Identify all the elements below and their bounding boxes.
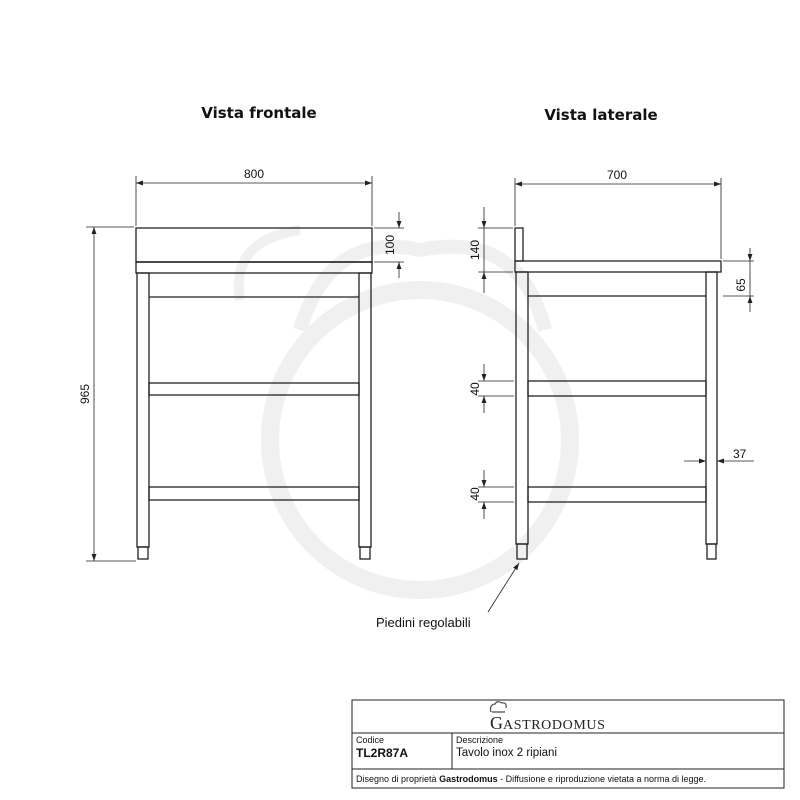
dim-side-top — [723, 248, 754, 312]
chef-hat-icon — [491, 702, 507, 712]
dim-side-shelf-1 — [468, 364, 514, 413]
code-value: TL2R87A — [356, 746, 409, 760]
dim-side-depth — [515, 168, 721, 259]
dim-side-shelf-2 — [468, 470, 514, 519]
footer-notice: Disegno di proprietà Gastrodomus - Diffusione e riproduzione vietata a norma di legge. — [356, 774, 707, 784]
description-label: Descrizione — [456, 735, 504, 745]
dim-front-backsplash-label: 100 — [383, 234, 397, 256]
dim-front-height — [78, 227, 136, 561]
front-view-title: Vista frontale — [201, 104, 317, 122]
side-view-title: Vista laterale — [544, 106, 658, 124]
dim-side-inset — [684, 447, 754, 468]
dim-front-width-label: 800 — [243, 167, 265, 181]
dim-side-inset-label: 37 — [733, 447, 747, 461]
dim-side-backsplash-label: 140 — [468, 239, 482, 261]
title-block — [352, 700, 784, 788]
dim-side-shelf-2-label: 40 — [468, 487, 482, 501]
dim-side-shelf-1-label: 40 — [468, 382, 482, 396]
watermark-logo — [239, 230, 570, 590]
description-value: Tavolo inox 2 ripiani — [456, 747, 558, 759]
brand-logo: GASTRODOMUS — [490, 713, 606, 733]
callout-feet-label: Piedini regolabili — [376, 615, 471, 630]
dim-front-height-label: 965 — [78, 383, 92, 405]
code-label: Codice — [356, 735, 385, 745]
front-view-table — [136, 228, 372, 559]
dim-side-top-label: 65 — [734, 278, 748, 292]
dim-side-depth-label: 700 — [606, 168, 628, 182]
dim-front-width — [136, 167, 372, 226]
